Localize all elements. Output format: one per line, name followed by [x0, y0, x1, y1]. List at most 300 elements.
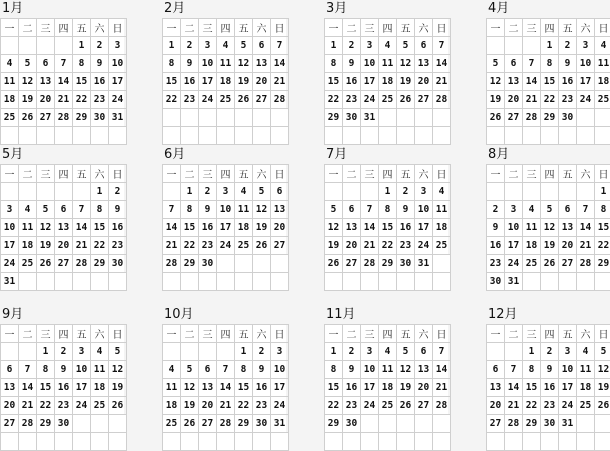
- day-cell: 24: [577, 91, 595, 109]
- day-cell: 10: [361, 55, 379, 73]
- day-cell: 22: [379, 237, 397, 255]
- empty-cell: [55, 127, 73, 145]
- day-cell: 7: [433, 37, 451, 55]
- weekday-header: 一: [1, 165, 19, 183]
- month-title: 2月: [162, 0, 286, 18]
- empty-cell: [379, 415, 397, 433]
- day-cell: 6: [343, 201, 361, 219]
- empty-cell: [325, 273, 343, 291]
- day-cell: 7: [505, 361, 523, 379]
- day-cell: 5: [325, 201, 343, 219]
- day-cell: 5: [253, 183, 271, 201]
- day-cell: 28: [523, 109, 541, 127]
- day-cell: 8: [523, 361, 541, 379]
- day-cell: 4: [235, 183, 253, 201]
- day-cell: 12: [397, 55, 415, 73]
- weekday-header: 五: [397, 19, 415, 37]
- empty-cell: [397, 109, 415, 127]
- day-cell: 3: [1, 201, 19, 219]
- weekday-header: 六: [415, 19, 433, 37]
- day-cell: 30: [199, 255, 217, 273]
- day-cell: 10: [559, 361, 577, 379]
- weekday-header: 四: [217, 19, 235, 37]
- weekday-header: 五: [235, 165, 253, 183]
- day-cell: 4: [19, 201, 37, 219]
- weekday-header: 三: [361, 165, 379, 183]
- day-cell: 24: [73, 397, 91, 415]
- empty-cell: [163, 343, 181, 361]
- day-cell: 17: [199, 73, 217, 91]
- weekday-header: 一: [163, 165, 181, 183]
- day-cell: 12: [253, 201, 271, 219]
- day-cell: 29: [325, 415, 343, 433]
- day-cell: 9: [343, 361, 361, 379]
- day-cell: 18: [433, 219, 451, 237]
- day-cell: 28: [577, 255, 595, 273]
- empty-cell: [1, 433, 19, 451]
- empty-cell: [37, 433, 55, 451]
- day-cell: 12: [595, 361, 610, 379]
- day-cell: 24: [361, 397, 379, 415]
- day-cell: 20: [505, 91, 523, 109]
- day-cell: 19: [109, 379, 127, 397]
- day-cell: 27: [253, 91, 271, 109]
- empty-cell: [73, 415, 91, 433]
- empty-cell: [541, 183, 559, 201]
- weekday-header: 五: [235, 19, 253, 37]
- day-cell: 4: [379, 37, 397, 55]
- day-cell: 18: [1, 91, 19, 109]
- day-cell: 29: [235, 415, 253, 433]
- empty-cell: [235, 127, 253, 145]
- month-title: 1月: [0, 0, 124, 18]
- day-cell: 7: [163, 201, 181, 219]
- empty-cell: [217, 343, 235, 361]
- day-cell: 12: [541, 219, 559, 237]
- weekday-header: 一: [1, 19, 19, 37]
- day-cell: 14: [19, 379, 37, 397]
- month-title: 7月: [324, 146, 448, 164]
- day-cell: 30: [55, 415, 73, 433]
- empty-cell: [37, 127, 55, 145]
- empty-cell: [91, 433, 109, 451]
- day-cell: 17: [109, 73, 127, 91]
- day-cell: 18: [163, 397, 181, 415]
- day-cell: 25: [1, 109, 19, 127]
- day-cell: 25: [523, 255, 541, 273]
- weekday-header: 日: [271, 19, 289, 37]
- day-cell: 25: [91, 397, 109, 415]
- day-cell: 18: [379, 73, 397, 91]
- day-cell: 4: [523, 201, 541, 219]
- empty-cell: [19, 343, 37, 361]
- day-cell: 15: [73, 73, 91, 91]
- day-cell: 18: [19, 237, 37, 255]
- day-cell: 16: [55, 379, 73, 397]
- empty-cell: [109, 415, 127, 433]
- empty-cell: [379, 273, 397, 291]
- weekday-header: 三: [523, 165, 541, 183]
- empty-cell: [253, 109, 271, 127]
- day-cell: 3: [109, 37, 127, 55]
- day-cell: 3: [199, 37, 217, 55]
- day-cell: 25: [595, 91, 610, 109]
- day-cell: 8: [181, 201, 199, 219]
- day-cell: 27: [199, 415, 217, 433]
- empty-cell: [181, 109, 199, 127]
- day-cell: 29: [37, 415, 55, 433]
- day-cell: 12: [37, 219, 55, 237]
- empty-cell: [487, 183, 505, 201]
- day-cell: 21: [163, 237, 181, 255]
- weekday-header: 三: [523, 325, 541, 343]
- empty-cell: [379, 433, 397, 451]
- empty-cell: [577, 415, 595, 433]
- day-cell: 7: [433, 343, 451, 361]
- day-cell: 19: [595, 379, 610, 397]
- weekday-header: 一: [1, 325, 19, 343]
- day-cell: 17: [577, 73, 595, 91]
- weekday-header: 五: [397, 165, 415, 183]
- empty-cell: [253, 255, 271, 273]
- empty-cell: [235, 433, 253, 451]
- day-cell: 16: [109, 219, 127, 237]
- day-cell: 8: [541, 55, 559, 73]
- weekday-header: 二: [343, 325, 361, 343]
- day-cell: 26: [181, 415, 199, 433]
- day-cell: 28: [55, 109, 73, 127]
- weekday-header: 一: [325, 325, 343, 343]
- empty-cell: [217, 127, 235, 145]
- empty-cell: [55, 183, 73, 201]
- day-cell: 28: [361, 255, 379, 273]
- day-cell: 27: [1, 415, 19, 433]
- day-cell: 10: [199, 55, 217, 73]
- day-cell: 21: [217, 397, 235, 415]
- day-cell: 23: [343, 397, 361, 415]
- month-grid: [0, 324, 127, 451]
- day-cell: 3: [217, 183, 235, 201]
- month-grid: [324, 164, 451, 291]
- day-cell: 5: [235, 37, 253, 55]
- day-cell: 7: [361, 201, 379, 219]
- empty-cell: [217, 255, 235, 273]
- day-cell: 31: [505, 273, 523, 291]
- day-cell: 1: [595, 183, 610, 201]
- weekday-header: 四: [379, 19, 397, 37]
- day-cell: 4: [163, 361, 181, 379]
- day-cell: 3: [415, 183, 433, 201]
- month-grid: [162, 164, 289, 291]
- day-cell: 26: [253, 237, 271, 255]
- empty-cell: [361, 183, 379, 201]
- empty-cell: [487, 343, 505, 361]
- day-cell: 16: [253, 379, 271, 397]
- empty-cell: [1, 183, 19, 201]
- day-cell: 1: [325, 37, 343, 55]
- month-block: [162, 146, 286, 291]
- day-cell: 1: [235, 343, 253, 361]
- day-cell: 25: [379, 91, 397, 109]
- day-cell: 25: [433, 237, 451, 255]
- day-cell: 8: [37, 361, 55, 379]
- empty-cell: [19, 273, 37, 291]
- day-cell: 2: [55, 343, 73, 361]
- day-cell: 3: [361, 343, 379, 361]
- empty-cell: [487, 127, 505, 145]
- day-cell: 24: [109, 91, 127, 109]
- empty-cell: [595, 415, 610, 433]
- day-cell: 23: [181, 91, 199, 109]
- weekday-header: 三: [361, 325, 379, 343]
- weekday-header: 三: [37, 165, 55, 183]
- day-cell: 7: [217, 361, 235, 379]
- day-cell: 21: [73, 237, 91, 255]
- day-cell: 28: [73, 255, 91, 273]
- month-block: [0, 306, 124, 451]
- weekday-header: 二: [181, 325, 199, 343]
- day-cell: 14: [505, 379, 523, 397]
- day-cell: 22: [163, 91, 181, 109]
- day-cell: 17: [217, 219, 235, 237]
- weekday-header: 日: [433, 165, 451, 183]
- day-cell: 15: [541, 73, 559, 91]
- weekday-header: 五: [397, 325, 415, 343]
- day-cell: 30: [343, 415, 361, 433]
- day-cell: 19: [37, 237, 55, 255]
- empty-cell: [1, 37, 19, 55]
- day-cell: 14: [523, 73, 541, 91]
- empty-cell: [55, 37, 73, 55]
- month-title: 12月: [486, 306, 610, 324]
- empty-cell: [19, 183, 37, 201]
- day-cell: 16: [487, 237, 505, 255]
- day-cell: 20: [559, 237, 577, 255]
- empty-cell: [91, 273, 109, 291]
- empty-cell: [505, 127, 523, 145]
- day-cell: 23: [541, 397, 559, 415]
- empty-cell: [415, 127, 433, 145]
- day-cell: 24: [199, 91, 217, 109]
- empty-cell: [199, 109, 217, 127]
- day-cell: 9: [181, 55, 199, 73]
- empty-cell: [559, 433, 577, 451]
- day-cell: 8: [73, 55, 91, 73]
- day-cell: 7: [271, 37, 289, 55]
- day-cell: 26: [541, 255, 559, 273]
- weekday-header: 四: [55, 19, 73, 37]
- empty-cell: [541, 273, 559, 291]
- day-cell: 11: [1, 73, 19, 91]
- day-cell: 12: [19, 73, 37, 91]
- day-cell: 16: [343, 73, 361, 91]
- day-cell: 25: [217, 91, 235, 109]
- day-cell: 1: [37, 343, 55, 361]
- empty-cell: [487, 433, 505, 451]
- day-cell: 2: [109, 183, 127, 201]
- day-cell: 24: [1, 255, 19, 273]
- weekday-header: 五: [73, 165, 91, 183]
- month-grid: [0, 164, 127, 291]
- day-cell: 16: [91, 73, 109, 91]
- day-cell: 17: [559, 379, 577, 397]
- empty-cell: [595, 127, 610, 145]
- day-cell: 3: [361, 37, 379, 55]
- day-cell: 11: [523, 219, 541, 237]
- day-cell: 10: [415, 201, 433, 219]
- empty-cell: [91, 415, 109, 433]
- day-cell: 4: [379, 343, 397, 361]
- empty-cell: [217, 433, 235, 451]
- day-cell: 26: [595, 397, 610, 415]
- weekday-header: 六: [253, 325, 271, 343]
- empty-cell: [433, 433, 451, 451]
- weekday-header: 日: [109, 325, 127, 343]
- empty-cell: [343, 273, 361, 291]
- weekday-header: 六: [577, 325, 595, 343]
- day-cell: 12: [487, 73, 505, 91]
- weekday-header: 二: [505, 165, 523, 183]
- day-cell: 13: [415, 361, 433, 379]
- day-cell: 23: [397, 237, 415, 255]
- empty-cell: [379, 109, 397, 127]
- day-cell: 20: [199, 397, 217, 415]
- empty-cell: [595, 273, 610, 291]
- month-grid: [324, 324, 451, 451]
- month-title: 9月: [0, 306, 124, 324]
- weekday-header: 一: [487, 19, 505, 37]
- day-cell: 3: [505, 201, 523, 219]
- day-cell: 2: [343, 37, 361, 55]
- empty-cell: [415, 109, 433, 127]
- weekday-header: 一: [487, 165, 505, 183]
- day-cell: 16: [199, 219, 217, 237]
- day-cell: 9: [109, 201, 127, 219]
- month-grid: [486, 164, 610, 291]
- month-block: [324, 146, 448, 291]
- day-cell: 7: [55, 55, 73, 73]
- day-cell: 28: [19, 415, 37, 433]
- day-cell: 5: [487, 55, 505, 73]
- empty-cell: [163, 433, 181, 451]
- weekday-header: 六: [577, 165, 595, 183]
- empty-cell: [199, 343, 217, 361]
- day-cell: 5: [595, 343, 610, 361]
- day-cell: 18: [235, 219, 253, 237]
- day-cell: 21: [19, 397, 37, 415]
- empty-cell: [433, 109, 451, 127]
- day-cell: 29: [379, 255, 397, 273]
- day-cell: 12: [397, 361, 415, 379]
- day-cell: 10: [577, 55, 595, 73]
- day-cell: 3: [577, 37, 595, 55]
- day-cell: 5: [397, 37, 415, 55]
- day-cell: 5: [541, 201, 559, 219]
- weekday-header: 四: [379, 165, 397, 183]
- empty-cell: [19, 127, 37, 145]
- day-cell: 13: [343, 219, 361, 237]
- day-cell: 13: [487, 379, 505, 397]
- day-cell: 15: [523, 379, 541, 397]
- day-cell: 12: [109, 361, 127, 379]
- day-cell: 22: [325, 91, 343, 109]
- empty-cell: [325, 183, 343, 201]
- weekday-header: 五: [235, 325, 253, 343]
- weekday-header: 一: [163, 325, 181, 343]
- day-cell: 6: [505, 55, 523, 73]
- day-cell: 23: [559, 91, 577, 109]
- day-cell: 22: [523, 397, 541, 415]
- day-cell: 19: [541, 237, 559, 255]
- empty-cell: [577, 109, 595, 127]
- day-cell: 19: [181, 397, 199, 415]
- day-cell: 6: [415, 343, 433, 361]
- day-cell: 13: [37, 73, 55, 91]
- day-cell: 3: [559, 343, 577, 361]
- day-cell: 12: [325, 219, 343, 237]
- empty-cell: [199, 273, 217, 291]
- weekday-header: 一: [325, 19, 343, 37]
- day-cell: 15: [181, 219, 199, 237]
- day-cell: 6: [37, 55, 55, 73]
- weekday-header: 四: [217, 325, 235, 343]
- weekday-header: 四: [379, 325, 397, 343]
- day-cell: 16: [559, 73, 577, 91]
- day-cell: 23: [199, 237, 217, 255]
- day-cell: 15: [325, 379, 343, 397]
- day-cell: 14: [271, 55, 289, 73]
- day-cell: 29: [595, 255, 610, 273]
- empty-cell: [217, 109, 235, 127]
- day-cell: 13: [559, 219, 577, 237]
- day-cell: 9: [541, 361, 559, 379]
- day-cell: 10: [73, 361, 91, 379]
- empty-cell: [595, 109, 610, 127]
- month-title: 11月: [324, 306, 448, 324]
- empty-cell: [199, 127, 217, 145]
- day-cell: 26: [37, 255, 55, 273]
- day-cell: 7: [577, 201, 595, 219]
- day-cell: 30: [559, 109, 577, 127]
- day-cell: 29: [325, 109, 343, 127]
- month-grid: [0, 18, 127, 145]
- weekday-header: 二: [19, 325, 37, 343]
- day-cell: 21: [271, 73, 289, 91]
- day-cell: 13: [253, 55, 271, 73]
- day-cell: 18: [595, 73, 610, 91]
- day-cell: 6: [559, 201, 577, 219]
- day-cell: 13: [271, 201, 289, 219]
- day-cell: 15: [163, 73, 181, 91]
- empty-cell: [379, 127, 397, 145]
- month-title: 8月: [486, 146, 610, 164]
- month-title: 6月: [162, 146, 286, 164]
- empty-cell: [199, 433, 217, 451]
- day-cell: 9: [397, 201, 415, 219]
- empty-cell: [37, 183, 55, 201]
- day-cell: 31: [415, 255, 433, 273]
- day-cell: 3: [271, 343, 289, 361]
- day-cell: 23: [487, 255, 505, 273]
- day-cell: 26: [19, 109, 37, 127]
- day-cell: 21: [577, 237, 595, 255]
- empty-cell: [1, 343, 19, 361]
- day-cell: 13: [199, 379, 217, 397]
- day-cell: 14: [55, 73, 73, 91]
- day-cell: 17: [361, 379, 379, 397]
- day-cell: 27: [343, 255, 361, 273]
- day-cell: 29: [181, 255, 199, 273]
